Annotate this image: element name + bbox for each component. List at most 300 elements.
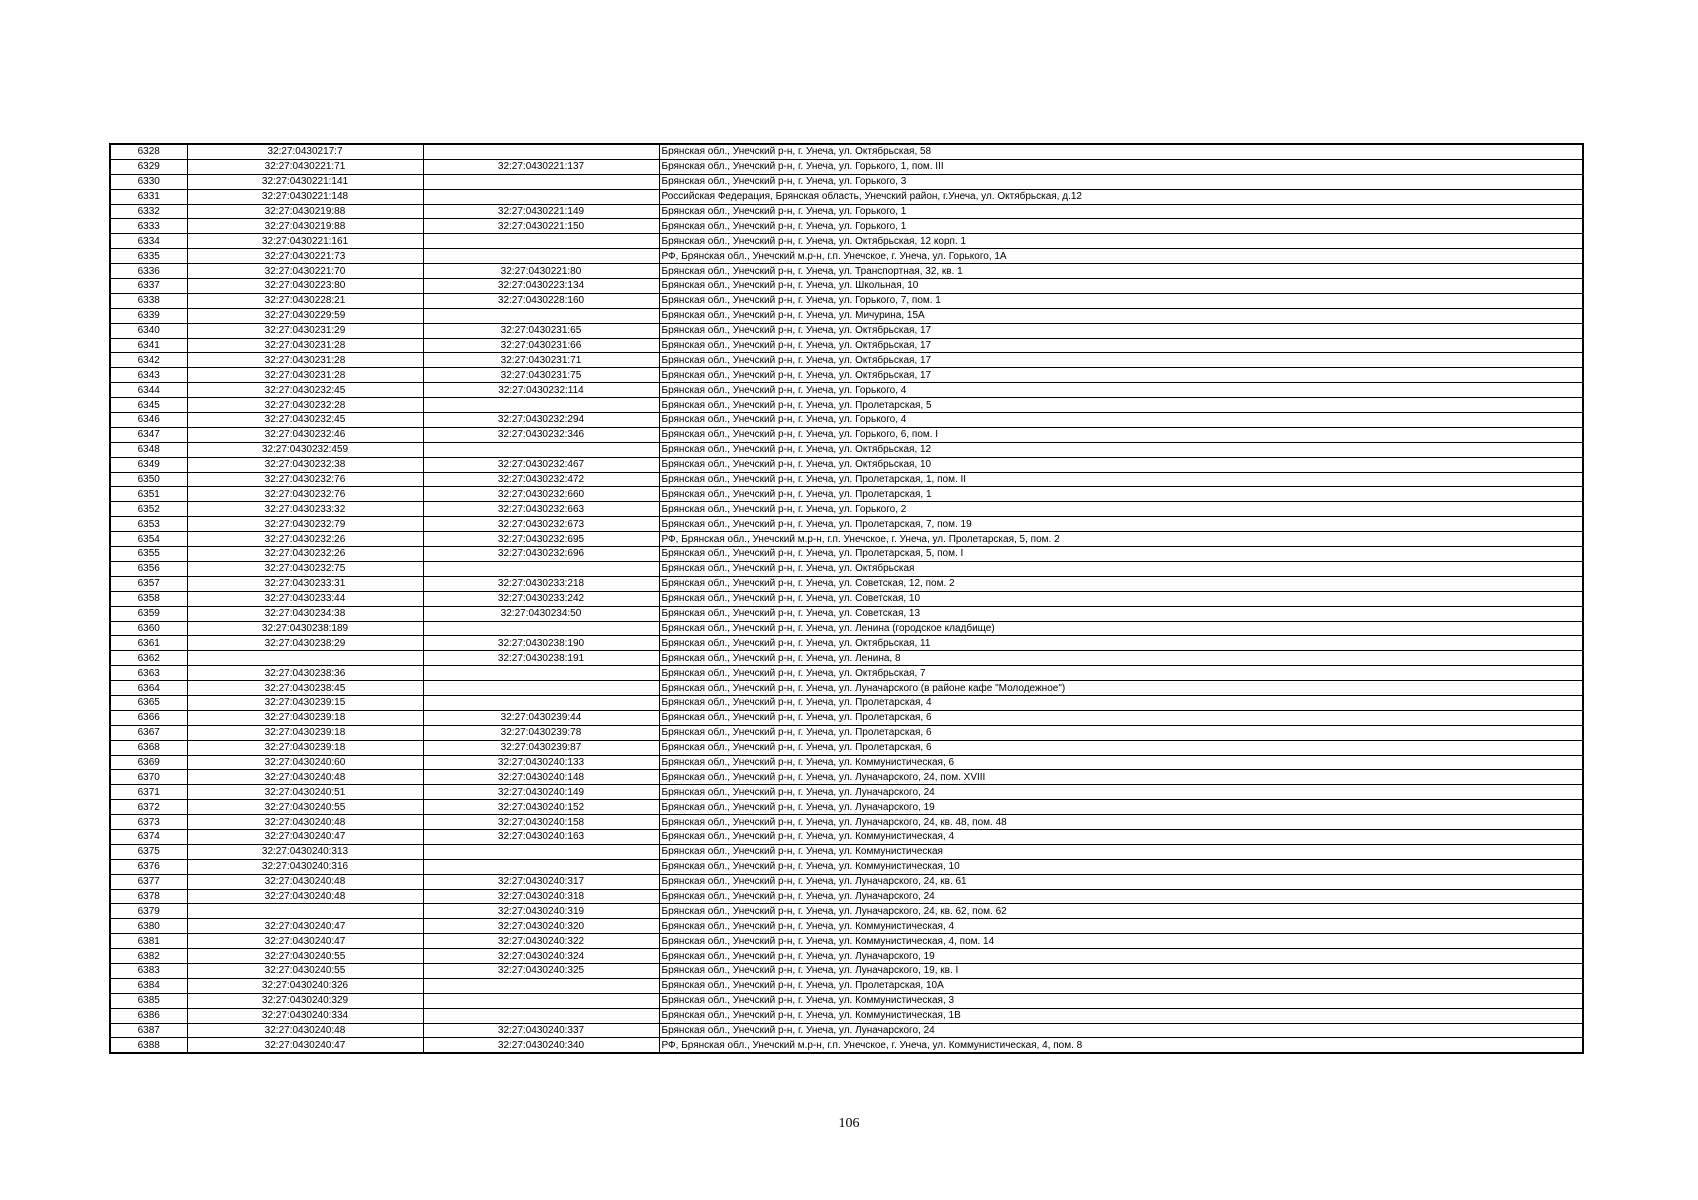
object-cadastral-number-cell — [423, 308, 659, 323]
table-row — [110, 978, 1583, 993]
row-number-cell: 6362 — [110, 651, 187, 666]
row-number-cell: 6333 — [110, 219, 187, 234]
address-cell: Брянская обл., Унечский р-н, г. Унеча, ул. Пролетарская, 5 — [659, 398, 1583, 413]
cadastral-number-cell: 32:27:0430239:18 — [187, 725, 423, 740]
row-number-cell: 6381 — [110, 934, 187, 949]
row-number-cell: 6337 — [110, 279, 187, 294]
cadastral-number-cell: 32:27:0430221:71 — [187, 159, 423, 174]
cadastral-number-cell: 32:27:0430217:7 — [187, 144, 423, 159]
cadastral-number-cell: 32:27:0430240:334 — [187, 1008, 423, 1023]
cadastral-number-cell: 32:27:0430239:15 — [187, 695, 423, 710]
object-cadastral-number-cell: 32:27:0430240:318 — [423, 889, 659, 904]
address-cell: Брянская обл., Унечский р-н, г. Унеча, ул. Горького, 2 — [659, 502, 1583, 517]
object-cadastral-number-cell: 32:27:0430240:148 — [423, 770, 659, 785]
address-cell: Брянская обл., Унечский р-н, г. Унеча, ул. Луначарского, 24 — [659, 785, 1583, 800]
row-number-cell: 6352 — [110, 502, 187, 517]
cadastral-number-cell: 32:27:0430240:48 — [187, 815, 423, 830]
table-row — [110, 189, 1583, 204]
cadastral-table — [109, 143, 1584, 1054]
object-cadastral-number-cell: 32:27:0430240:322 — [423, 934, 659, 949]
object-cadastral-number-cell — [423, 978, 659, 993]
address-cell: Брянская обл., Унечский р-н, г. Унеча, ул. Луначарского, 24, пом. XVIII — [659, 770, 1583, 785]
object-cadastral-number-cell — [423, 844, 659, 859]
object-cadastral-number-cell: 32:27:0430240:133 — [423, 755, 659, 770]
row-number-cell: 6364 — [110, 681, 187, 696]
table-row — [110, 1023, 1583, 1038]
table-row — [110, 904, 1583, 919]
address-cell: Брянская обл., Унечский р-н, г. Унеча, ул. Мичурина, 15А — [659, 308, 1583, 323]
address-cell: Брянская обл., Унечский р-н, г. Унеча, ул. Октябрьская, 17 — [659, 323, 1583, 338]
cadastral-number-cell: 32:27:0430238:189 — [187, 621, 423, 636]
table-row — [110, 502, 1583, 517]
address-cell: Брянская обл., Унечский р-н, г. Унеча, ул. Пролетарская, 6 — [659, 710, 1583, 725]
address-cell: Брянская обл., Унечский р-н, г. Унеча, ул. Октябрьская, 12 корп. 1 — [659, 234, 1583, 249]
cadastral-number-cell: 32:27:0430233:31 — [187, 576, 423, 591]
cadastral-number-cell: 32:27:0430238:45 — [187, 681, 423, 696]
object-cadastral-number-cell: 32:27:0430239:44 — [423, 710, 659, 725]
row-number-cell: 6338 — [110, 293, 187, 308]
row-number-cell: 6380 — [110, 919, 187, 934]
row-number-cell: 6334 — [110, 234, 187, 249]
row-number-cell: 6366 — [110, 710, 187, 725]
table-row — [110, 308, 1583, 323]
address-cell: Брянская обл., Унечский р-н, г. Унеча, ул. Пролетарская, 1, пом. II — [659, 472, 1583, 487]
cadastral-number-cell: 32:27:0430240:47 — [187, 934, 423, 949]
cadastral-number-cell: 32:27:0430240:48 — [187, 1023, 423, 1038]
row-number-cell: 6361 — [110, 636, 187, 651]
address-cell: Брянская обл., Унечский р-н, г. Унеча, ул. Луначарского, 24, кв. 62, пом. 62 — [659, 904, 1583, 919]
row-number-cell: 6384 — [110, 978, 187, 993]
address-cell: Брянская обл., Унечский р-н, г. Унеча, ул. Луначарского (в районе кафе "Молодежное") — [659, 681, 1583, 696]
address-cell: Брянская обл., Унечский р-н, г. Унеча, ул. Пролетарская, 10А — [659, 978, 1583, 993]
table-row — [110, 279, 1583, 294]
row-number-cell: 6339 — [110, 308, 187, 323]
row-number-cell: 6356 — [110, 561, 187, 576]
address-cell: Брянская обл., Унечский р-н, г. Унеча, ул. Октябрьская, 11 — [659, 636, 1583, 651]
object-cadastral-number-cell: 32:27:0430232:472 — [423, 472, 659, 487]
address-cell: Брянская обл., Унечский р-н, г. Унеча, ул. Горького, 1 — [659, 204, 1583, 219]
cadastral-number-cell: 32:27:0430238:36 — [187, 666, 423, 681]
cadastral-number-cell: 32:27:0430234:38 — [187, 606, 423, 621]
table-row — [110, 576, 1583, 591]
row-number-cell: 6354 — [110, 532, 187, 547]
table-row — [110, 144, 1583, 159]
address-cell: Брянская обл., Унечский р-н, г. Унеча, ул. Советская, 12, пом. 2 — [659, 576, 1583, 591]
cadastral-number-cell: 32:27:0430238:29 — [187, 636, 423, 651]
table-row — [110, 427, 1583, 442]
cadastral-number-cell: 32:27:0430240:329 — [187, 993, 423, 1008]
object-cadastral-number-cell — [423, 174, 659, 189]
object-cadastral-number-cell: 32:27:0430232:346 — [423, 427, 659, 442]
cadastral-number-cell: 32:27:0430240:48 — [187, 889, 423, 904]
table-row — [110, 368, 1583, 383]
row-number-cell: 6374 — [110, 829, 187, 844]
address-cell: Брянская обл., Унечский р-н, г. Унеча, ул. Октябрьская, 10 — [659, 457, 1583, 472]
cadastral-number-cell: 32:27:0430232:28 — [187, 398, 423, 413]
table-row — [110, 234, 1583, 249]
table-row — [110, 815, 1583, 830]
row-number-cell: 6386 — [110, 1008, 187, 1023]
address-cell: Брянская обл., Унечский р-н, г. Унеча, ул. Октябрьская, 12 — [659, 442, 1583, 457]
row-number-cell: 6358 — [110, 591, 187, 606]
cadastral-number-cell: 32:27:0430240:55 — [187, 963, 423, 978]
row-number-cell: 6348 — [110, 442, 187, 457]
object-cadastral-number-cell: 32:27:0430240:163 — [423, 829, 659, 844]
row-number-cell: 6335 — [110, 249, 187, 264]
cadastral-number-cell: 32:27:0430232:76 — [187, 472, 423, 487]
address-cell: Брянская обл., Унечский р-н, г. Унеча, ул. Пролетарская, 6 — [659, 740, 1583, 755]
row-number-cell: 6328 — [110, 144, 187, 159]
object-cadastral-number-cell — [423, 189, 659, 204]
object-cadastral-number-cell: 32:27:0430221:137 — [423, 159, 659, 174]
table-row — [110, 174, 1583, 189]
address-cell: Брянская обл., Унечский р-н, г. Унеча, ул. Горького, 3 — [659, 174, 1583, 189]
object-cadastral-number-cell: 32:27:0430238:190 — [423, 636, 659, 651]
object-cadastral-number-cell: 32:27:0430232:114 — [423, 383, 659, 398]
cadastral-number-cell: 32:27:0430240:60 — [187, 755, 423, 770]
address-cell: Брянская обл., Унечский р-н, г. Унеча, ул. Коммунистическая, 10 — [659, 859, 1583, 874]
cadastral-number-cell: 32:27:0430240:313 — [187, 844, 423, 859]
address-cell: Брянская обл., Унечский р-н, г. Унеча, ул. Луначарского, 24 — [659, 889, 1583, 904]
cadastral-number-cell: 32:27:0430232:75 — [187, 561, 423, 576]
address-cell: Брянская обл., Унечский р-н, г. Унеча, ул. Октябрьская, 17 — [659, 353, 1583, 368]
object-cadastral-number-cell: 32:27:0430231:71 — [423, 353, 659, 368]
cadastral-number-cell: 32:27:0430232:26 — [187, 547, 423, 562]
table-row — [110, 874, 1583, 889]
table-row — [110, 755, 1583, 770]
address-cell: Брянская обл., Унечский р-н, г. Унеча, ул. Луначарского, 24 — [659, 1023, 1583, 1038]
address-cell: Брянская обл., Унечский р-н, г. Унеча, ул. Коммунистическая, 4, пом. 14 — [659, 934, 1583, 949]
cadastral-number-cell: 32:27:0430219:88 — [187, 204, 423, 219]
object-cadastral-number-cell — [423, 561, 659, 576]
row-number-cell: 6341 — [110, 338, 187, 353]
table-row — [110, 695, 1583, 710]
table-row — [110, 457, 1583, 472]
table-row — [110, 413, 1583, 428]
cadastral-number-cell: 32:27:0430240:47 — [187, 919, 423, 934]
row-number-cell: 6363 — [110, 666, 187, 681]
table-row — [110, 442, 1583, 457]
address-cell: Брянская обл., Унечский р-н, г. Унеча, ул. Коммунистическая, 6 — [659, 755, 1583, 770]
table-row — [110, 919, 1583, 934]
object-cadastral-number-cell: 32:27:0430232:660 — [423, 487, 659, 502]
table-row — [110, 651, 1583, 666]
table-row — [110, 249, 1583, 264]
cadastral-number-cell: 32:27:0430221:148 — [187, 189, 423, 204]
object-cadastral-number-cell: 32:27:0430231:66 — [423, 338, 659, 353]
cadastral-number-cell: 32:27:0430240:47 — [187, 1038, 423, 1053]
cadastral-number-cell: 32:27:0430232:45 — [187, 383, 423, 398]
object-cadastral-number-cell: 32:27:0430239:87 — [423, 740, 659, 755]
object-cadastral-number-cell: 32:27:0430223:134 — [423, 279, 659, 294]
object-cadastral-number-cell — [423, 859, 659, 874]
row-number-cell: 6349 — [110, 457, 187, 472]
cadastral-number-cell: 32:27:0430232:76 — [187, 487, 423, 502]
object-cadastral-number-cell — [423, 144, 659, 159]
address-cell: Брянская обл., Унечский р-н, г. Унеча, ул. Коммунистическая, 1В — [659, 1008, 1583, 1023]
cadastral-number-cell: 32:27:0430232:79 — [187, 517, 423, 532]
address-cell: Брянская обл., Унечский р-н, г. Унеча, ул. Пролетарская, 1 — [659, 487, 1583, 502]
row-number-cell: 6329 — [110, 159, 187, 174]
row-number-cell: 6372 — [110, 800, 187, 815]
row-number-cell: 6370 — [110, 770, 187, 785]
table-row — [110, 993, 1583, 1008]
table-row — [110, 219, 1583, 234]
row-number-cell: 6342 — [110, 353, 187, 368]
table-row — [110, 636, 1583, 651]
object-cadastral-number-cell: 32:27:0430240:325 — [423, 963, 659, 978]
table-row — [110, 383, 1583, 398]
table-row — [110, 398, 1583, 413]
cadastral-number-cell: 32:27:0430233:44 — [187, 591, 423, 606]
address-cell: РФ, Брянская обл., Унечский м.р-н, г.п. Унечское, г. Унеча, ул. Пролетарская, 5, пом. 2 — [659, 532, 1583, 547]
row-number-cell: 6368 — [110, 740, 187, 755]
object-cadastral-number-cell — [423, 621, 659, 636]
table-row — [110, 785, 1583, 800]
object-cadastral-number-cell — [423, 398, 659, 413]
table-row — [110, 1008, 1583, 1023]
table-row — [110, 725, 1583, 740]
table-row — [110, 770, 1583, 785]
table-row — [110, 844, 1583, 859]
object-cadastral-number-cell — [423, 666, 659, 681]
table-row — [110, 323, 1583, 338]
cadastral-number-cell: 32:27:0430221:73 — [187, 249, 423, 264]
object-cadastral-number-cell — [423, 234, 659, 249]
address-cell: Брянская обл., Унечский р-н, г. Унеча, ул. Пролетарская, 5, пом. I — [659, 547, 1583, 562]
row-number-cell: 6357 — [110, 576, 187, 591]
table-row — [110, 859, 1583, 874]
table-row — [110, 681, 1583, 696]
table-row — [110, 561, 1583, 576]
row-number-cell: 6359 — [110, 606, 187, 621]
object-cadastral-number-cell: 32:27:0430240:149 — [423, 785, 659, 800]
table-row — [110, 829, 1583, 844]
object-cadastral-number-cell: 32:27:0430240:320 — [423, 919, 659, 934]
cadastral-number-cell: 32:27:0430240:48 — [187, 770, 423, 785]
object-cadastral-number-cell: 32:27:0430221:149 — [423, 204, 659, 219]
object-cadastral-number-cell — [423, 1008, 659, 1023]
cadastral-number-cell: 32:27:0430231:29 — [187, 323, 423, 338]
row-number-cell: 6331 — [110, 189, 187, 204]
table-row — [110, 934, 1583, 949]
table-row — [110, 517, 1583, 532]
cadastral-number-cell: 32:27:0430221:141 — [187, 174, 423, 189]
table-row — [110, 547, 1583, 562]
object-cadastral-number-cell: 32:27:0430232:294 — [423, 413, 659, 428]
address-cell: Брянская обл., Унечский р-н, г. Унеча, ул. Луначарского, 24, кв. 48, пом. 48 — [659, 815, 1583, 830]
cadastral-number-cell: 32:27:0430229:59 — [187, 308, 423, 323]
row-number-cell: 6336 — [110, 264, 187, 279]
row-number-cell: 6373 — [110, 815, 187, 830]
table-row — [110, 204, 1583, 219]
row-number-cell: 6355 — [110, 547, 187, 562]
object-cadastral-number-cell — [423, 993, 659, 1008]
address-cell: Брянская обл., Унечский р-н, г. Унеча, ул. Пролетарская, 6 — [659, 725, 1583, 740]
table-row — [110, 800, 1583, 815]
row-number-cell: 6383 — [110, 963, 187, 978]
object-cadastral-number-cell: 32:27:0430234:50 — [423, 606, 659, 621]
object-cadastral-number-cell: 32:27:0430240:340 — [423, 1038, 659, 1053]
row-number-cell: 6330 — [110, 174, 187, 189]
row-number-cell: 6376 — [110, 859, 187, 874]
address-cell: Брянская обл., Унечский р-н, г. Унеча, ул. Луначарского, 19 — [659, 949, 1583, 964]
cadastral-number-cell: 32:27:0430232:46 — [187, 427, 423, 442]
cadastral-number-cell: 32:27:0430239:18 — [187, 710, 423, 725]
object-cadastral-number-cell: 32:27:0430239:78 — [423, 725, 659, 740]
object-cadastral-number-cell: 32:27:0430232:695 — [423, 532, 659, 547]
address-cell: Брянская обл., Унечский р-н, г. Унеча, ул. Луначарского, 24, кв. 61 — [659, 874, 1583, 889]
row-number-cell: 6340 — [110, 323, 187, 338]
cadastral-number-cell: 32:27:0430240:55 — [187, 949, 423, 964]
row-number-cell: 6347 — [110, 427, 187, 442]
cadastral-number-cell: 32:27:0430240:47 — [187, 829, 423, 844]
table-row — [110, 353, 1583, 368]
address-cell: Брянская обл., Унечский р-н, г. Унеча, ул. Коммунистическая, 4 — [659, 829, 1583, 844]
page-number: 106 — [838, 1116, 860, 1131]
cadastral-number-cell: 32:27:0430240:55 — [187, 800, 423, 815]
cadastral-number-cell: 32:27:0430232:45 — [187, 413, 423, 428]
table-row — [110, 472, 1583, 487]
cadastral-number-cell: 32:27:0430231:28 — [187, 338, 423, 353]
object-cadastral-number-cell: 32:27:0430240:337 — [423, 1023, 659, 1038]
object-cadastral-number-cell: 32:27:0430240:317 — [423, 874, 659, 889]
object-cadastral-number-cell: 32:27:0430228:160 — [423, 293, 659, 308]
object-cadastral-number-cell: 32:27:0430233:218 — [423, 576, 659, 591]
table-row — [110, 264, 1583, 279]
cadastral-number-cell: 32:27:0430221:70 — [187, 264, 423, 279]
address-cell: Брянская обл., Унечский р-н, г. Унеча, ул. Октябрьская, 58 — [659, 144, 1583, 159]
row-number-cell: 6387 — [110, 1023, 187, 1038]
address-cell: РФ, Брянская обл., Унечский м.р-н, г.п. Унечское, г. Унеча, ул. Коммунистическая, 4, пом. 8 — [659, 1038, 1583, 1053]
address-cell: Брянская обл., Унечский р-н, г. Унеча, ул. Коммунистическая, 4 — [659, 919, 1583, 934]
object-cadastral-number-cell: 32:27:0430240:324 — [423, 949, 659, 964]
address-cell: Брянская обл., Унечский р-н, г. Унеча, ул. Пролетарская, 4 — [659, 695, 1583, 710]
address-cell: Брянская обл., Унечский р-н, г. Унеча, ул. Ленина (городское кладбище) — [659, 621, 1583, 636]
row-number-cell: 6379 — [110, 904, 187, 919]
table-row — [110, 338, 1583, 353]
table-row — [110, 532, 1583, 547]
cadastral-number-cell — [187, 651, 423, 666]
address-cell: Брянская обл., Унечский р-н, г. Унеча, ул. Горького, 1 — [659, 219, 1583, 234]
address-cell: Брянская обл., Унечский р-н, г. Унеча, ул. Октябрьская — [659, 561, 1583, 576]
object-cadastral-number-cell — [423, 681, 659, 696]
cadastral-number-cell: 32:27:0430233:32 — [187, 502, 423, 517]
address-cell: Брянская обл., Унечский р-н, г. Унеча, ул. Луначарского, 19, кв. I — [659, 963, 1583, 978]
object-cadastral-number-cell: 32:27:0430240:158 — [423, 815, 659, 830]
row-number-cell: 6367 — [110, 725, 187, 740]
row-number-cell: 6346 — [110, 413, 187, 428]
cadastral-number-cell: 32:27:0430240:48 — [187, 874, 423, 889]
address-cell: Брянская обл., Унечский р-н, г. Унеча, ул. Горького, 7, пом. 1 — [659, 293, 1583, 308]
row-number-cell: 6375 — [110, 844, 187, 859]
address-cell: Брянская обл., Унечский р-н, г. Унеча, ул. Советская, 13 — [659, 606, 1583, 621]
row-number-cell: 6378 — [110, 889, 187, 904]
cadastral-number-cell: 32:27:0430231:28 — [187, 368, 423, 383]
table-row — [110, 666, 1583, 681]
table-row — [110, 159, 1583, 174]
row-number-cell: 6343 — [110, 368, 187, 383]
object-cadastral-number-cell: 32:27:0430232:696 — [423, 547, 659, 562]
cadastral-table-container — [109, 143, 1582, 1054]
row-number-cell: 6371 — [110, 785, 187, 800]
object-cadastral-number-cell: 32:27:0430240:152 — [423, 800, 659, 815]
object-cadastral-number-cell — [423, 695, 659, 710]
address-cell: Брянская обл., Унечский р-н, г. Унеча, ул. Горького, 4 — [659, 383, 1583, 398]
cadastral-number-cell: 32:27:0430232:26 — [187, 532, 423, 547]
object-cadastral-number-cell — [423, 442, 659, 457]
row-number-cell: 6332 — [110, 204, 187, 219]
address-cell: Брянская обл., Унечский р-н, г. Унеча, ул. Горького, 1, пом. III — [659, 159, 1583, 174]
address-cell: Брянская обл., Унечский р-н, г. Унеча, ул. Октябрьская, 7 — [659, 666, 1583, 681]
object-cadastral-number-cell: 32:27:0430240:319 — [423, 904, 659, 919]
cadastral-number-cell: 32:27:0430219:88 — [187, 219, 423, 234]
table-row — [110, 963, 1583, 978]
address-cell: Брянская обл., Унечский р-н, г. Унеча, ул. Коммунистическая, 3 — [659, 993, 1583, 1008]
object-cadastral-number-cell: 32:27:0430232:467 — [423, 457, 659, 472]
object-cadastral-number-cell: 32:27:0430232:663 — [423, 502, 659, 517]
table-row — [110, 740, 1583, 755]
cadastral-number-cell: 32:27:0430240:316 — [187, 859, 423, 874]
table-row — [110, 949, 1583, 964]
address-cell: Брянская обл., Унечский р-н, г. Унеча, ул. Октябрьская, 17 — [659, 338, 1583, 353]
row-number-cell: 6385 — [110, 993, 187, 1008]
table-row — [110, 591, 1583, 606]
address-cell: Брянская обл., Унечский р-н, г. Унеча, ул. Коммунистическая — [659, 844, 1583, 859]
table-body — [110, 144, 1583, 1053]
object-cadastral-number-cell: 32:27:0430231:65 — [423, 323, 659, 338]
row-number-cell: 6365 — [110, 695, 187, 710]
object-cadastral-number-cell: 32:27:0430221:80 — [423, 264, 659, 279]
object-cadastral-number-cell: 32:27:0430238:191 — [423, 651, 659, 666]
row-number-cell: 6344 — [110, 383, 187, 398]
cadastral-number-cell: 32:27:0430239:18 — [187, 740, 423, 755]
table-row — [110, 889, 1583, 904]
table-row — [110, 487, 1583, 502]
address-cell: Брянская обл., Унечский р-н, г. Унеча, ул. Луначарского, 19 — [659, 800, 1583, 815]
cadastral-number-cell — [187, 904, 423, 919]
cadastral-number-cell: 32:27:0430221:161 — [187, 234, 423, 249]
table-row — [110, 621, 1583, 636]
cadastral-number-cell: 32:27:0430228:21 — [187, 293, 423, 308]
address-cell: Брянская обл., Унечский р-н, г. Унеча, ул. Советская, 10 — [659, 591, 1583, 606]
table-row — [110, 293, 1583, 308]
row-number-cell: 6353 — [110, 517, 187, 532]
address-cell: Брянская обл., Унечский р-н, г. Унеча, ул. Пролетарская, 7, пом. 19 — [659, 517, 1583, 532]
row-number-cell: 6360 — [110, 621, 187, 636]
table-row — [110, 710, 1583, 725]
address-cell: Брянская обл., Унечский р-н, г. Унеча, ул. Ленина, 8 — [659, 651, 1583, 666]
address-cell: Брянская обл., Унечский р-н, г. Унеча, ул. Транспортная, 32, кв. 1 — [659, 264, 1583, 279]
address-cell: Брянская обл., Унечский р-н, г. Унеча, ул. Школьная, 10 — [659, 279, 1583, 294]
object-cadastral-number-cell — [423, 249, 659, 264]
cadastral-number-cell: 32:27:0430240:326 — [187, 978, 423, 993]
object-cadastral-number-cell: 32:27:0430231:75 — [423, 368, 659, 383]
table-row — [110, 606, 1583, 621]
row-number-cell: 6351 — [110, 487, 187, 502]
object-cadastral-number-cell: 32:27:0430233:242 — [423, 591, 659, 606]
row-number-cell: 6345 — [110, 398, 187, 413]
address-cell: Брянская обл., Унечский р-н, г. Унеча, ул. Октябрьская, 17 — [659, 368, 1583, 383]
row-number-cell: 6388 — [110, 1038, 187, 1053]
table-row — [110, 1038, 1583, 1053]
object-cadastral-number-cell: 32:27:0430221:150 — [423, 219, 659, 234]
address-cell: Российская Федерация, Брянская область, Унечский район, г.Унеча, ул. Октябрьская, д.12 — [659, 189, 1583, 204]
row-number-cell: 6382 — [110, 949, 187, 964]
cadastral-number-cell: 32:27:0430240:51 — [187, 785, 423, 800]
cadastral-number-cell: 32:27:0430223:80 — [187, 279, 423, 294]
row-number-cell: 6369 — [110, 755, 187, 770]
